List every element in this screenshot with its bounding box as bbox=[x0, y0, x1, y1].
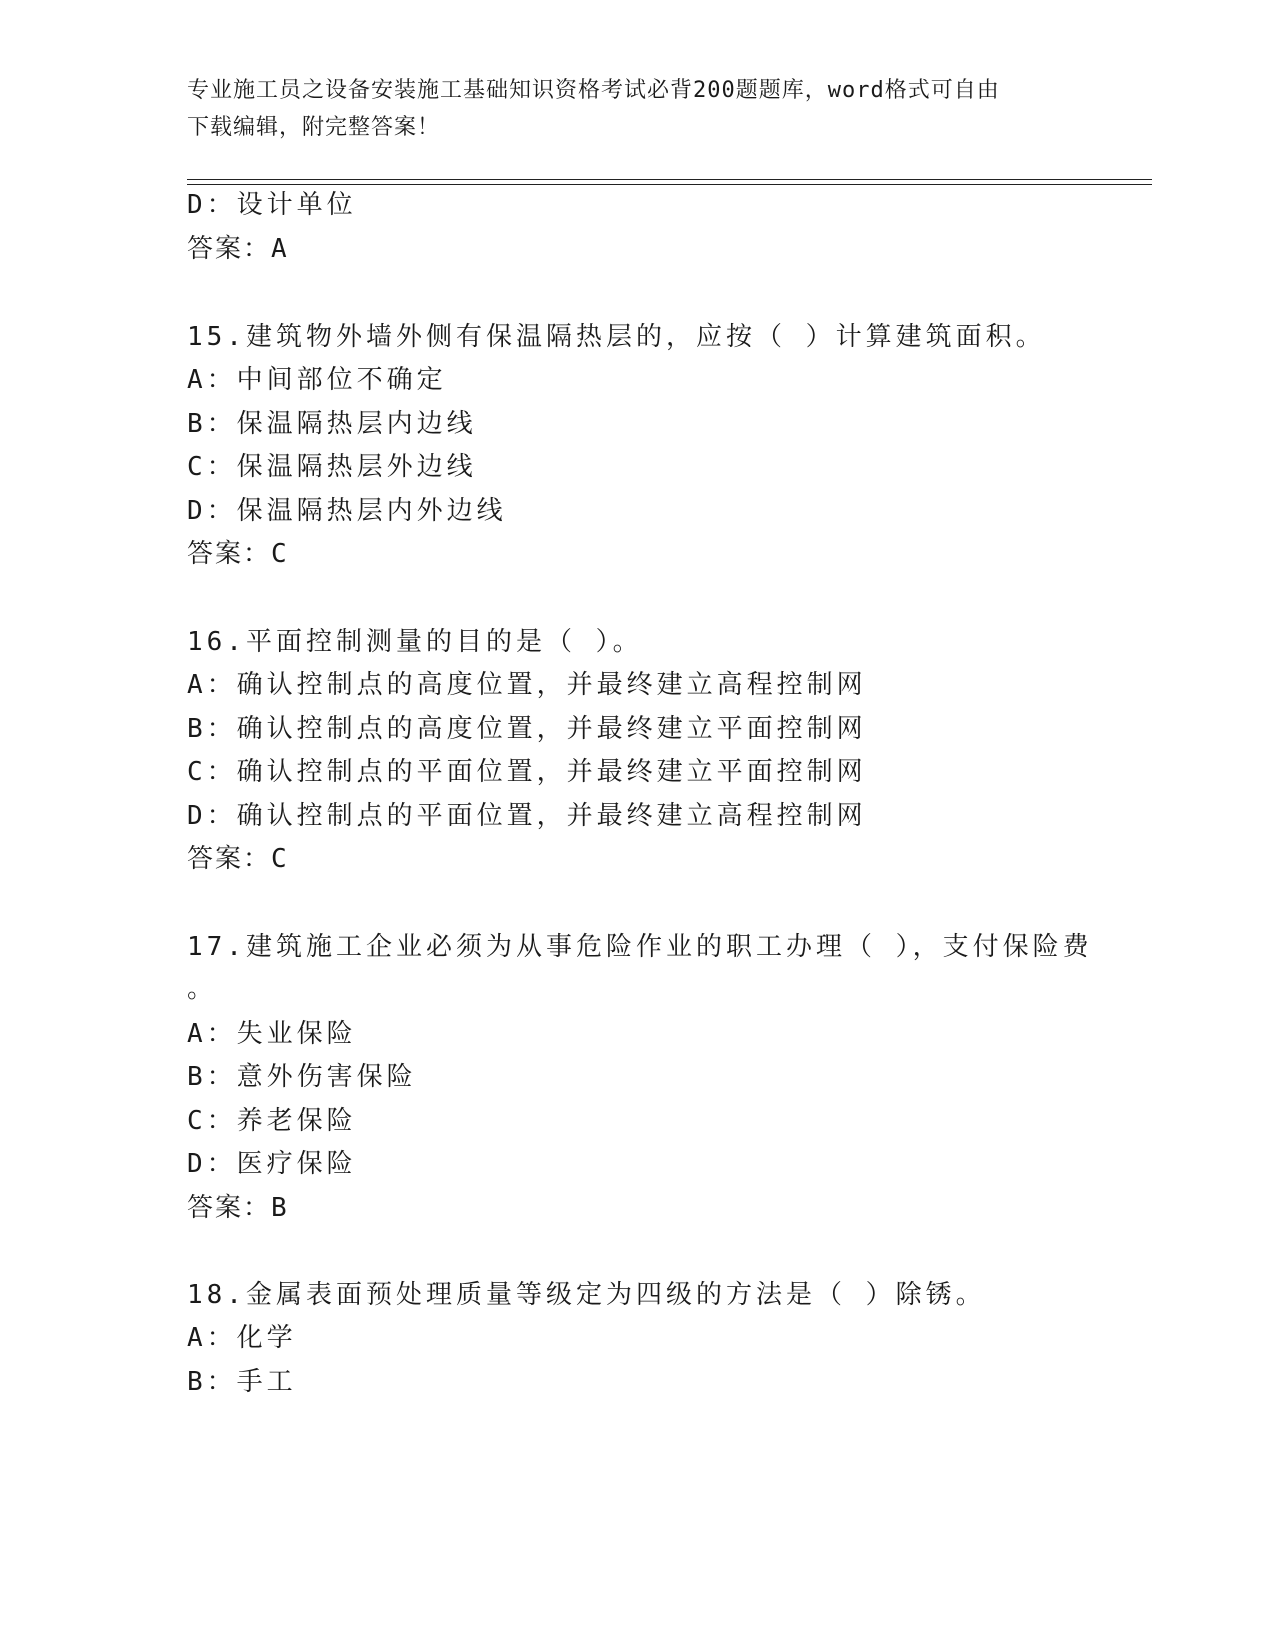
q17-answer: 答案：B bbox=[187, 1193, 289, 1223]
header-line-1: 专业施工员之设备安装施工基础知识资格考试必背200题题库，word格式可自由 bbox=[187, 78, 1000, 103]
q17-option-a: A：失业保险 bbox=[187, 1019, 357, 1049]
q15-option-c: C：保温隔热层外边线 bbox=[187, 452, 477, 482]
q15-option-b: B：保温隔热层内边线 bbox=[187, 409, 477, 439]
header-line-2: 下载编辑，附完整答案！ bbox=[187, 115, 441, 140]
q16-option-b: B：确认控制点的高度位置，并最终建立平面控制网 bbox=[187, 714, 867, 744]
q18-stem: 18.金属表面预处理质量等级定为四级的方法是（ ）除锈。 bbox=[187, 1280, 986, 1310]
document-header bbox=[187, 72, 1067, 146]
header-divider-top bbox=[187, 179, 1152, 180]
prev-option-d: D：设计单位 bbox=[187, 190, 357, 220]
q15-option-d: D：保温隔热层内外边线 bbox=[187, 496, 507, 526]
q17-option-c: C：养老保险 bbox=[187, 1106, 357, 1136]
q16-option-c: C：确认控制点的平面位置，并最终建立平面控制网 bbox=[187, 757, 867, 787]
header-divider-bottom bbox=[187, 184, 1152, 185]
q16-stem: 16.平面控制测量的目的是（ ）。 bbox=[187, 627, 643, 657]
q15-stem: 15.建筑物外墙外侧有保温隔热层的，应按（ ）计算建筑面积。 bbox=[187, 322, 1046, 352]
q16-answer: 答案：C bbox=[187, 844, 289, 874]
q15-option-a: A：中间部位不确定 bbox=[187, 365, 447, 395]
prev-answer: 答案：A bbox=[187, 234, 289, 264]
q17-option-b: B：意外伤害保险 bbox=[187, 1062, 417, 1092]
q17-stem: 17.建筑施工企业必须为从事危险作业的职工办理（ ），支付保险费 bbox=[187, 932, 1093, 962]
q18-option-a: A：化学 bbox=[187, 1323, 297, 1353]
q17-stem-continuation: 。 bbox=[187, 974, 218, 1004]
q15-answer: 答案：C bbox=[187, 539, 289, 569]
q17-option-d: D：医疗保险 bbox=[187, 1149, 357, 1179]
q16-option-a: A：确认控制点的高度位置，并最终建立高程控制网 bbox=[187, 670, 867, 700]
q18-option-b: B：手工 bbox=[187, 1367, 297, 1397]
q16-option-d: D：确认控制点的平面位置，并最终建立高程控制网 bbox=[187, 801, 867, 831]
